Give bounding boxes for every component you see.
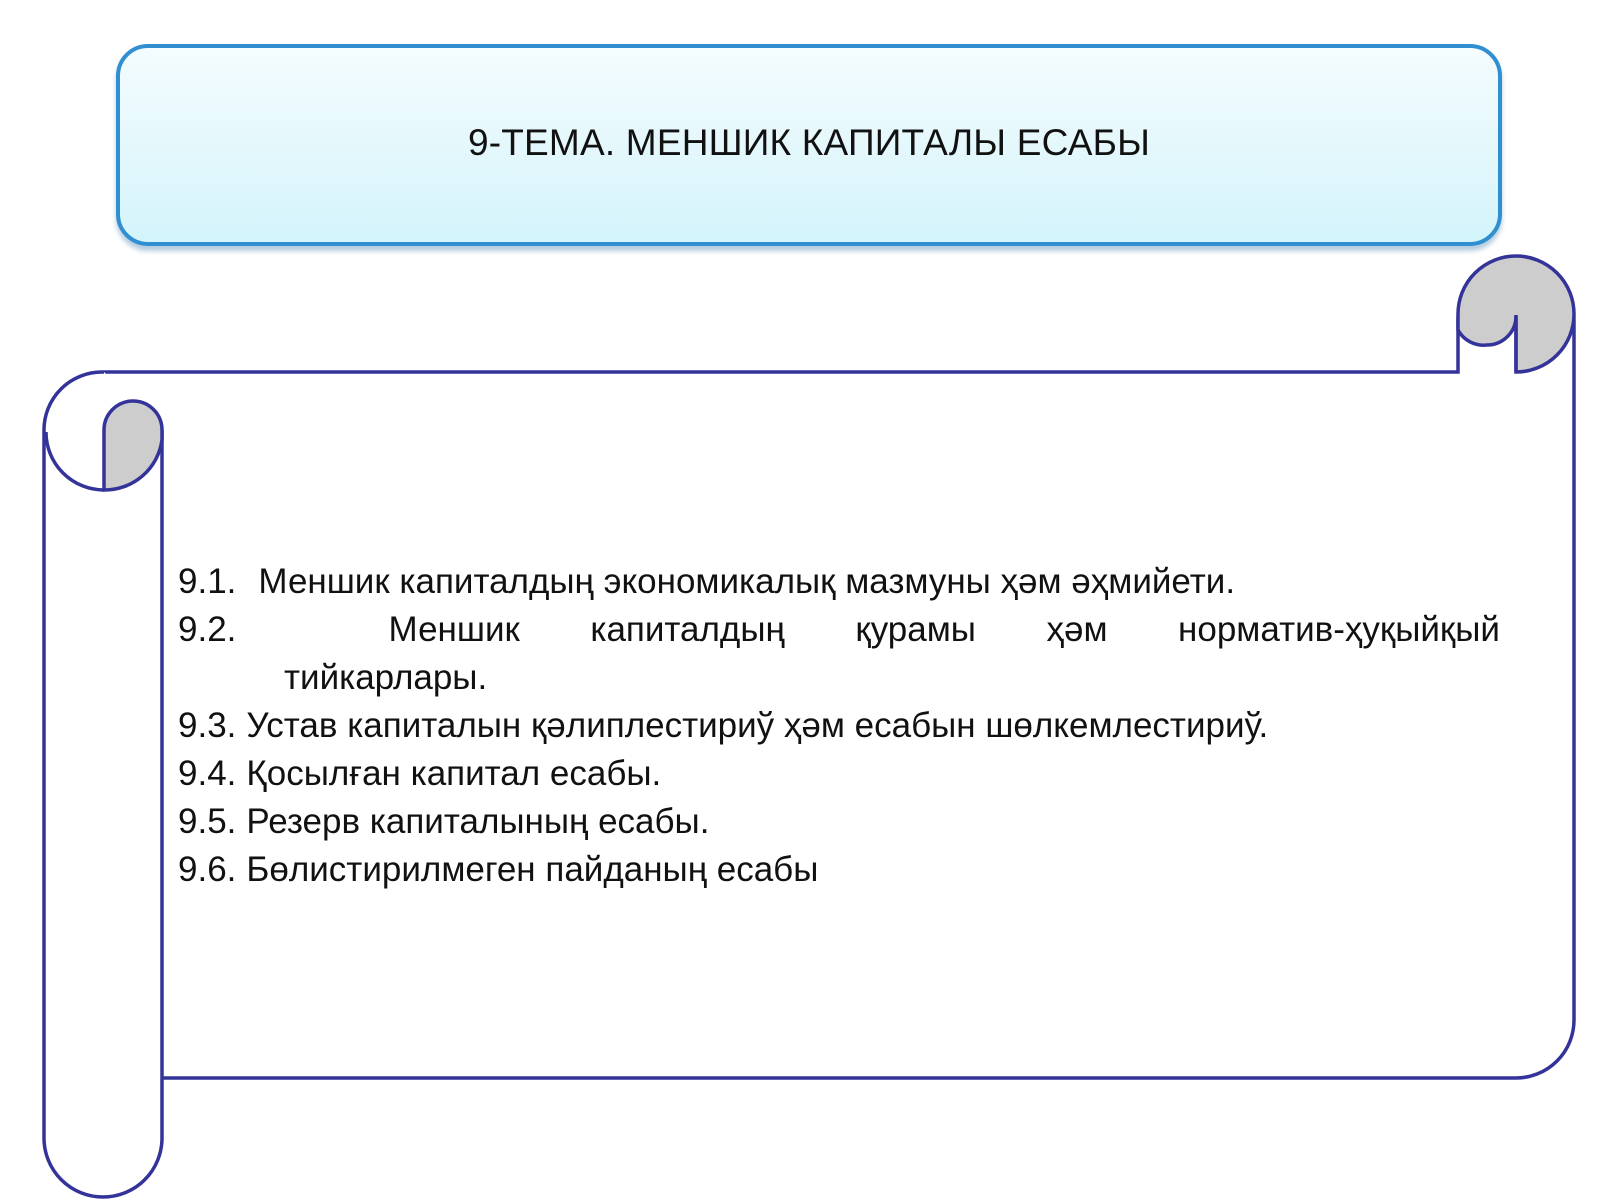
topic-item — [178, 606, 1500, 702]
topic-word: ҳәм — [1046, 610, 1108, 649]
title-box — [116, 44, 1502, 246]
topic-number: 9.2. — [178, 610, 237, 649]
topic-text: Меншик капиталдың экономикалық мазмуны ҳәм әҳмийети. — [258, 562, 1236, 601]
topic-item — [178, 558, 1500, 606]
topic-item — [178, 702, 1500, 750]
topic-item — [178, 846, 1500, 894]
topic-number: 9.1. — [178, 562, 237, 601]
topic-number: 9.6. — [178, 850, 237, 889]
slide-title: 9-ТЕМА. МЕНШИК КАПИТАЛЫ ЕСАБЫ — [467, 122, 1151, 163]
topic-item — [178, 750, 1500, 798]
topic-word: капиталдың — [590, 610, 785, 649]
topic-text: Устав капиталын қәлиплестириў ҳәм есабын шөлкемлестириў. — [246, 706, 1269, 745]
topic-word: норматив-ҳуқыйқый — [1178, 610, 1500, 649]
topic-text: Қосылған капитал есабы. — [246, 754, 662, 793]
topic-word: қурамы — [855, 610, 976, 649]
topic-item — [178, 798, 1500, 846]
topic-number: 9.5. — [178, 802, 237, 841]
topic-text-continuation: тийкарлары. — [284, 658, 488, 697]
topic-list — [178, 558, 1500, 894]
topic-text: Бөлистирилмеген пайданың есабы — [246, 850, 819, 889]
topic-text: Резерв капиталының есабы. — [246, 802, 710, 841]
scroll-left-roll — [44, 372, 162, 1197]
topic-word: Меншик — [388, 610, 520, 649]
topic-number: 9.4. — [178, 754, 237, 793]
topic-number: 9.3. — [178, 706, 237, 745]
